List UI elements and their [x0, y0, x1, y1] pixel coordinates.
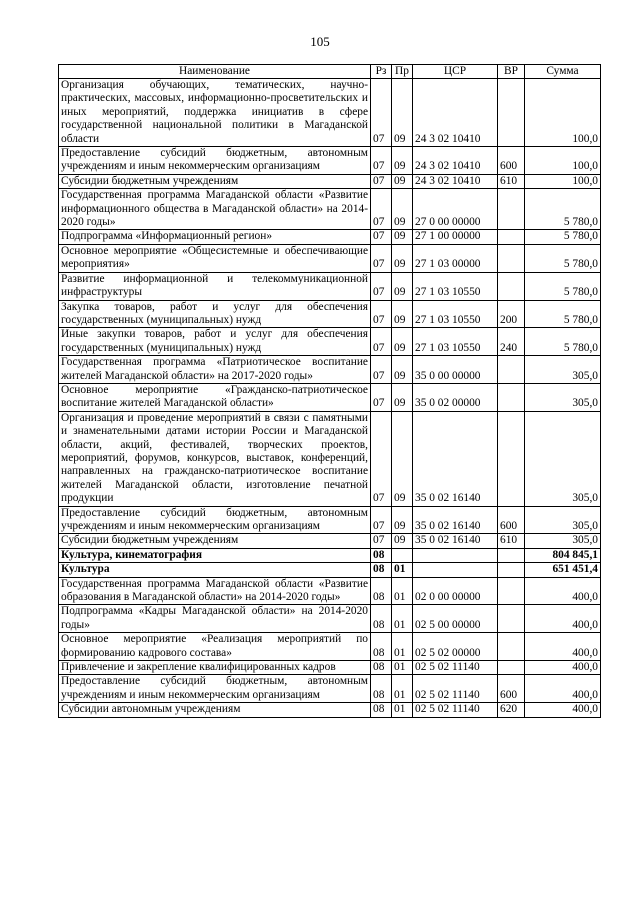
row-vr-cell	[498, 661, 525, 675]
table-row	[59, 230, 601, 244]
row-sum-cell: 100,0	[525, 174, 601, 188]
row-pr-cell: 09	[392, 147, 413, 175]
row-sum-cell: 5 780,0	[525, 230, 601, 244]
row-pr-cell: 09	[392, 383, 413, 411]
row-vr-cell	[498, 605, 525, 633]
row-vr-cell: 600	[498, 147, 525, 175]
row-sum-cell: 305,0	[525, 356, 601, 384]
row-pr-cell: 01	[392, 703, 413, 717]
header-csr: ЦСР	[413, 65, 498, 79]
row-rz-cell: 08	[371, 661, 392, 675]
row-name-cell: Подпрограмма «Информационный регион»	[59, 230, 371, 244]
row-pr-cell: 09	[392, 189, 413, 230]
table-row	[59, 174, 601, 188]
row-rz-cell: 07	[371, 79, 392, 147]
row-sum-cell: 305,0	[525, 411, 601, 506]
row-rz-cell: 08	[371, 577, 392, 605]
row-sum-cell: 400,0	[525, 675, 601, 703]
row-rz-cell: 07	[371, 189, 392, 230]
row-csr-cell: 27 0 00 00000	[413, 189, 498, 230]
row-sum-cell: 400,0	[525, 703, 601, 717]
row-pr-cell: 09	[392, 79, 413, 147]
row-csr-cell: 24 3 02 10410	[413, 174, 498, 188]
row-vr-cell: 610	[498, 174, 525, 188]
row-name-cell: Субсидии автономным учреждениям	[59, 703, 371, 717]
row-csr-cell	[413, 548, 498, 562]
row-pr-cell: 09	[392, 534, 413, 548]
row-name-cell: Основное мероприятие «Реализация мероприятий по формированию кадрового состава»	[59, 633, 371, 661]
row-csr-cell: 27 1 03 10550	[413, 272, 498, 300]
row-rz-cell: 07	[371, 328, 392, 356]
table-row	[59, 605, 601, 633]
row-csr-cell: 24 3 02 10410	[413, 79, 498, 147]
row-csr-cell: 02 0 00 00000	[413, 577, 498, 605]
row-vr-cell: 600	[498, 675, 525, 703]
row-pr-cell: 09	[392, 411, 413, 506]
table-row	[59, 633, 601, 661]
row-pr-cell: 01	[392, 563, 413, 577]
row-pr-cell: 09	[392, 230, 413, 244]
row-pr-cell: 01	[392, 577, 413, 605]
row-rz-cell: 07	[371, 230, 392, 244]
row-vr-cell	[498, 189, 525, 230]
table-row	[59, 661, 601, 675]
row-csr-cell: 02 5 02 00000	[413, 633, 498, 661]
row-sum-cell: 651 451,4	[525, 563, 601, 577]
row-name-cell: Государственная программа Магаданской области «Развитие образования в Магаданской области» на 2014-2020 годы»	[59, 577, 371, 605]
row-pr-cell	[392, 548, 413, 562]
row-rz-cell: 07	[371, 300, 392, 328]
header-pr: Пр	[392, 65, 413, 79]
row-vr-cell	[498, 356, 525, 384]
row-rz-cell: 08	[371, 548, 392, 562]
row-rz-cell: 07	[371, 411, 392, 506]
row-vr-cell: 240	[498, 328, 525, 356]
table-row	[59, 79, 601, 147]
row-name-cell: Организация обучающих, тематических, научно-практических, массовых, информационно-просветительских и иных мероприятий, поддержка инициатив в сфере государственной национальной политики в Магаданской области	[59, 79, 371, 147]
row-sum-cell: 305,0	[525, 506, 601, 534]
row-csr-cell	[413, 563, 498, 577]
table-row	[59, 563, 601, 577]
row-name-cell: Государственная программа «Патриотическое воспитание жителей Магаданской области» на 2017-2020 годы»	[59, 356, 371, 384]
row-rz-cell: 07	[371, 534, 392, 548]
row-vr-cell	[498, 633, 525, 661]
row-sum-cell: 305,0	[525, 534, 601, 548]
table-row	[59, 189, 601, 230]
row-sum-cell: 100,0	[525, 79, 601, 147]
row-pr-cell: 09	[392, 356, 413, 384]
row-vr-cell: 600	[498, 506, 525, 534]
row-sum-cell: 400,0	[525, 661, 601, 675]
row-csr-cell: 02 5 02 11140	[413, 675, 498, 703]
row-sum-cell: 5 780,0	[525, 272, 601, 300]
row-pr-cell: 01	[392, 605, 413, 633]
table-header	[59, 65, 601, 79]
row-csr-cell: 02 5 00 00000	[413, 605, 498, 633]
row-csr-cell: 27 1 03 10550	[413, 300, 498, 328]
row-sum-cell: 400,0	[525, 633, 601, 661]
header-rz: Рз	[371, 65, 392, 79]
row-csr-cell: 27 1 00 00000	[413, 230, 498, 244]
row-csr-cell: 35 0 02 16140	[413, 534, 498, 548]
row-name-cell: Культура	[59, 563, 371, 577]
table-row	[59, 548, 601, 562]
row-pr-cell: 09	[392, 272, 413, 300]
row-sum-cell: 5 780,0	[525, 244, 601, 272]
row-vr-cell	[498, 577, 525, 605]
row-name-cell: Закупка товаров, работ и услуг для обеспечения государственных (муниципальных) нужд	[59, 300, 371, 328]
row-sum-cell: 100,0	[525, 147, 601, 175]
table-row	[59, 506, 601, 534]
row-name-cell: Организация и проведение мероприятий в связи с памятными и знаменательными датами истории России и Магаданской области, акций, фестивалей, творческих проектов, мероприятий, форумов, конкурсов, выставок, конференций, направленных на гражданско-патриотическое воспитание жителей Магаданской области, изготовление печатной продукции	[59, 411, 371, 506]
row-name-cell: Подпрограмма «Кадры Магаданской области» на 2014-2020 годы»	[59, 605, 371, 633]
row-csr-cell: 27 1 03 00000	[413, 244, 498, 272]
table-row	[59, 272, 601, 300]
row-rz-cell: 08	[371, 633, 392, 661]
row-pr-cell: 01	[392, 633, 413, 661]
row-rz-cell: 07	[371, 174, 392, 188]
row-csr-cell: 02 5 02 11140	[413, 703, 498, 717]
budget-table	[58, 64, 601, 718]
row-vr-cell: 200	[498, 300, 525, 328]
row-pr-cell: 09	[392, 506, 413, 534]
row-vr-cell	[498, 411, 525, 506]
row-name-cell: Предоставление субсидий бюджетным, автономным учреждениям и иным некоммерческим организациям	[59, 506, 371, 534]
row-rz-cell: 07	[371, 147, 392, 175]
row-sum-cell: 5 780,0	[525, 189, 601, 230]
row-vr-cell	[498, 79, 525, 147]
table-row	[59, 356, 601, 384]
row-csr-cell: 02 5 02 11140	[413, 661, 498, 675]
header-vr: ВР	[498, 65, 525, 79]
row-rz-cell: 07	[371, 272, 392, 300]
row-rz-cell: 07	[371, 383, 392, 411]
row-vr-cell	[498, 244, 525, 272]
header-name: Наименование	[59, 65, 371, 79]
table-row	[59, 675, 601, 703]
row-pr-cell: 01	[392, 675, 413, 703]
header-sum: Сумма	[525, 65, 601, 79]
page-number: 105	[310, 34, 330, 49]
row-pr-cell: 01	[392, 661, 413, 675]
table-row	[59, 244, 601, 272]
row-name-cell: Предоставление субсидий бюджетным, автономным учреждениям и иным некоммерческим организациям	[59, 147, 371, 175]
table-row	[59, 147, 601, 175]
row-rz-cell: 07	[371, 356, 392, 384]
row-name-cell: Основное мероприятие «Гражданско-патриотическое воспитание жителей Магаданской области»	[59, 383, 371, 411]
row-name-cell: Субсидии бюджетным учреждениям	[59, 174, 371, 188]
row-name-cell: Основное мероприятие «Общесистемные и обеспечивающие мероприятия»	[59, 244, 371, 272]
row-vr-cell: 610	[498, 534, 525, 548]
row-csr-cell: 35 0 02 00000	[413, 383, 498, 411]
row-pr-cell: 09	[392, 328, 413, 356]
table-row	[59, 534, 601, 548]
table-row	[59, 703, 601, 717]
row-rz-cell: 08	[371, 563, 392, 577]
table-row	[59, 577, 601, 605]
row-vr-cell	[498, 383, 525, 411]
row-csr-cell: 24 3 02 10410	[413, 147, 498, 175]
table-row	[59, 383, 601, 411]
row-sum-cell: 5 780,0	[525, 300, 601, 328]
row-pr-cell: 09	[392, 244, 413, 272]
row-rz-cell: 08	[371, 605, 392, 633]
row-csr-cell: 35 0 02 16140	[413, 506, 498, 534]
table-row	[59, 300, 601, 328]
row-csr-cell: 35 0 00 00000	[413, 356, 498, 384]
row-name-cell: Государственная программа Магаданской области «Развитие информационного общества в Магаданской области» на 2014-2020 годы»	[59, 189, 371, 230]
row-name-cell: Иные закупки товаров, работ и услуг для обеспечения государственных (муниципальных) нужд	[59, 328, 371, 356]
row-pr-cell: 09	[392, 300, 413, 328]
table-body	[59, 79, 601, 718]
row-sum-cell: 400,0	[525, 605, 601, 633]
row-vr-cell	[498, 548, 525, 562]
row-name-cell: Предоставление субсидий бюджетным, автономным учреждениям и иным некоммерческим организациям	[59, 675, 371, 703]
row-vr-cell	[498, 563, 525, 577]
row-sum-cell: 400,0	[525, 577, 601, 605]
table-row	[59, 411, 601, 506]
row-vr-cell	[498, 230, 525, 244]
table-row	[59, 328, 601, 356]
row-sum-cell: 804 845,1	[525, 548, 601, 562]
row-rz-cell: 08	[371, 675, 392, 703]
row-name-cell: Развитие информационной и телекоммуникационной инфраструктуры	[59, 272, 371, 300]
row-sum-cell: 5 780,0	[525, 328, 601, 356]
row-csr-cell: 35 0 02 16140	[413, 411, 498, 506]
row-rz-cell: 07	[371, 506, 392, 534]
row-csr-cell: 27 1 03 10550	[413, 328, 498, 356]
row-rz-cell: 08	[371, 703, 392, 717]
row-vr-cell: 620	[498, 703, 525, 717]
row-name-cell: Субсидии бюджетным учреждениям	[59, 534, 371, 548]
row-sum-cell: 305,0	[525, 383, 601, 411]
row-vr-cell	[498, 272, 525, 300]
row-name-cell: Культура, кинематография	[59, 548, 371, 562]
row-rz-cell: 07	[371, 244, 392, 272]
row-pr-cell: 09	[392, 174, 413, 188]
row-name-cell: Привлечение и закрепление квалифицированных кадров	[59, 661, 371, 675]
